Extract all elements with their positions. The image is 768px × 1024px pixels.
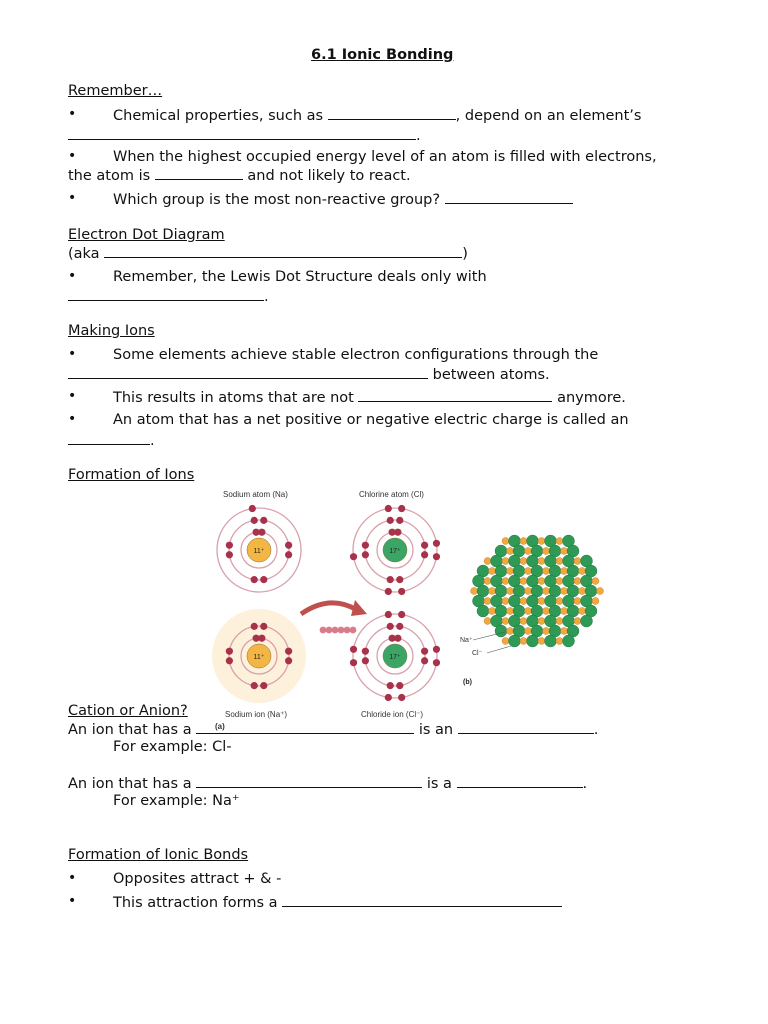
electron (433, 646, 440, 653)
caption-chlorine-atom: Chlorine atom (Cl) (359, 490, 424, 499)
text: the atom is (68, 168, 151, 184)
fill-blank[interactable] (68, 126, 416, 140)
fill-blank[interactable] (155, 166, 243, 180)
lattice-na-ion (561, 548, 568, 555)
nucleus-charge: 11⁺ (253, 548, 265, 555)
lattice-na-ion (574, 558, 581, 565)
electron (285, 551, 292, 558)
caption-chloride-ion: Chloride ion (Cl⁻) (361, 710, 424, 719)
electron (350, 553, 357, 560)
section-heading-formation-of-ions: Formation of Ions (68, 467, 195, 483)
text: between atoms. (432, 367, 550, 383)
electron (362, 551, 369, 558)
lattice-na-ion (520, 638, 527, 645)
chlorine-atom-diagram (350, 505, 440, 595)
electron (394, 529, 401, 536)
lattice-cl-ion (527, 635, 539, 647)
fill-blank[interactable] (196, 774, 422, 788)
fill-blank[interactable] (104, 244, 462, 258)
lattice-na-ion (525, 568, 532, 575)
cation-example-1: For example: Cl- (113, 739, 232, 755)
text: This attraction forms a (113, 895, 278, 911)
lattice-na-ion (484, 598, 491, 605)
lattice-na-ion (484, 558, 491, 565)
lattice-na-ion (543, 588, 550, 595)
nucleus-charge: 17⁺ (389, 654, 401, 661)
lattice-na-ion (538, 558, 545, 565)
fill-blank[interactable] (458, 720, 594, 734)
electron (260, 682, 267, 689)
lattice-na-ion (502, 578, 509, 585)
figure-label-b: (b) (463, 679, 472, 686)
section-heading-remember: Remember… (68, 83, 163, 99)
lattice-na-ion (502, 538, 509, 545)
caption-sodium-atom: Sodium atom (Na) (223, 490, 288, 499)
lattice-na-ion (520, 618, 527, 625)
electron (433, 659, 440, 666)
lattice-na-ion (489, 588, 496, 595)
bullet: • (68, 346, 77, 362)
arrow-head (351, 600, 367, 616)
bonds-bullet-1: Opposites attract + & - (113, 871, 282, 887)
electron (258, 635, 265, 642)
electron (258, 529, 265, 536)
text: An ion that has a (68, 722, 192, 738)
electron (251, 623, 258, 630)
lattice-na-ion (525, 608, 532, 615)
section-heading-dot-diagram: Electron Dot Diagram (68, 227, 225, 243)
lattice-na-ion (502, 618, 509, 625)
electron (260, 576, 267, 583)
lattice-na-ion (543, 608, 550, 615)
text: and not likely to react. (247, 168, 411, 184)
electron (398, 588, 405, 595)
lattice-na-ion (574, 578, 581, 585)
nucleus-charge: 17⁺ (389, 548, 401, 555)
lattice-na-ion (543, 628, 550, 635)
lattice-na-ion (543, 568, 550, 575)
lattice-na-ion (520, 598, 527, 605)
lattice-na-ion (484, 578, 491, 585)
electron (421, 542, 428, 549)
dot-aka (68, 244, 468, 263)
lattice-na-ion (556, 578, 563, 585)
lattice-na-ion (507, 628, 514, 635)
ions-bullet-2 (113, 388, 626, 407)
electron (285, 542, 292, 549)
text: Chemical properties, such as (113, 108, 324, 124)
dot-bullet-1-line1: Remember, the Lewis Dot Structure deals only with (113, 269, 487, 285)
nucleus-charge: 11⁺ (253, 654, 265, 661)
electron (385, 505, 392, 512)
text: This results in atoms that are not (113, 390, 354, 406)
lattice-na-ion (556, 558, 563, 565)
text: . (150, 433, 155, 449)
remember-bullet-2-line2 (68, 166, 411, 185)
electron (433, 553, 440, 560)
lattice-na-ion (574, 598, 581, 605)
leader-line (487, 646, 511, 653)
lattice-na-ion (538, 618, 545, 625)
bullet: • (68, 268, 77, 284)
fill-blank[interactable] (457, 774, 583, 788)
electron (362, 542, 369, 549)
fill-blank[interactable] (196, 720, 414, 734)
transfer-arrow (301, 603, 357, 614)
lattice-na-ion (484, 618, 491, 625)
text: , depend on an element’s (455, 108, 642, 124)
bonds-bullet-2 (113, 893, 562, 912)
electron-trail (350, 627, 357, 634)
dot-bullet-1-line2 (68, 287, 269, 306)
chloride-ion-diagram (350, 611, 440, 701)
lattice-na-ion (507, 568, 514, 575)
lattice-na-ion (579, 568, 586, 575)
lattice-na-ion (556, 618, 563, 625)
lattice-cl-ion (545, 635, 557, 647)
electron (260, 623, 267, 630)
electron (421, 551, 428, 558)
text: . (593, 722, 599, 738)
text: Which group is the most non-reactive group? (113, 192, 441, 208)
fill-blank[interactable] (282, 893, 562, 907)
lattice-na-ion (538, 598, 545, 605)
electron (385, 694, 392, 701)
remember-bullet-3 (113, 190, 573, 209)
electron (260, 517, 267, 524)
lattice-na-ion (556, 598, 563, 605)
remember-bullet-1-cont (68, 126, 421, 145)
lattice-na-ion (561, 568, 568, 575)
ions-bullet-1-line1: Some elements achieve stable electron configurations through the (113, 347, 599, 363)
text: . (582, 776, 588, 792)
remember-bullet-1 (113, 106, 641, 125)
electron (226, 657, 233, 664)
electron (396, 576, 403, 583)
bullet: • (68, 893, 77, 909)
lattice-na-ion (489, 608, 496, 615)
electron (396, 623, 403, 630)
electron (350, 646, 357, 653)
ions-bullet-3-line1: An atom that has a net positive or negative electric charge is called an (113, 412, 629, 428)
electron (387, 682, 394, 689)
lattice-na-ion (489, 568, 496, 575)
caption-sodium-ion: Sodium ion (Na⁺) (225, 710, 288, 719)
electron (387, 623, 394, 630)
section-heading-ionic-bonds: Formation of Ionic Bonds (68, 847, 249, 863)
remember-bullet-2-line1: When the highest occupied energy level of an atom is filled with electrons, (113, 149, 657, 165)
fill-blank[interactable] (68, 365, 428, 379)
electron (387, 517, 394, 524)
electron (398, 694, 405, 701)
lattice-na-ion (574, 618, 581, 625)
electron (396, 517, 403, 524)
sodium-atom-diagram (217, 505, 301, 592)
cation-example-2: For example: Na⁺ (113, 793, 240, 809)
electron (226, 551, 233, 558)
electron (421, 648, 428, 655)
lattice-na-ion (520, 558, 527, 565)
electron (385, 611, 392, 618)
bullet: • (68, 411, 77, 427)
text: An ion that has a (68, 776, 192, 792)
lattice-na-ion (597, 588, 604, 595)
lattice-na-ion (579, 608, 586, 615)
lattice-na-ion (525, 588, 532, 595)
lattice-na-ion (579, 588, 586, 595)
bullet: • (68, 870, 77, 886)
lattice-na-ion (507, 588, 514, 595)
bullet: • (68, 190, 77, 206)
lattice-na-ion (561, 608, 568, 615)
lattice-na-ion (471, 588, 478, 595)
electron-trail (338, 627, 345, 634)
electron (251, 517, 258, 524)
bullet: • (68, 106, 77, 122)
electron (251, 576, 258, 583)
lattice-na-ion (502, 638, 509, 645)
lattice-cl-ion (495, 625, 507, 637)
lattice-na-ion (592, 578, 599, 585)
lattice-na-ion (538, 538, 545, 545)
electron-trail (344, 627, 351, 634)
lattice-na-ion (538, 578, 545, 585)
electron (249, 505, 256, 512)
lattice-cl-ion (563, 635, 575, 647)
electron (251, 682, 258, 689)
lattice-na-ion (538, 638, 545, 645)
lattice-na-ion (592, 598, 599, 605)
electron (226, 648, 233, 655)
bullet: • (68, 388, 77, 404)
electron (394, 635, 401, 642)
lattice-na-ion (543, 548, 550, 555)
lattice-na-ion (507, 548, 514, 555)
electron (285, 657, 292, 664)
lattice-cl-ion (477, 605, 489, 617)
electron (387, 576, 394, 583)
text: is a (426, 776, 452, 792)
lattice-na-ion (520, 538, 527, 545)
text: ) (462, 246, 468, 262)
ions-bullet-3-line2 (68, 431, 155, 450)
text: is an (418, 722, 454, 738)
page-title: 6.1 Ionic Bonding (311, 47, 454, 63)
lattice-na-label: Na⁺ (460, 637, 473, 644)
electron-trail (332, 627, 339, 634)
electron (398, 505, 405, 512)
sodium-ion-diagram (212, 609, 306, 703)
figure-label-a-text: (a) (215, 722, 225, 731)
electron-trail (320, 627, 327, 634)
electron (433, 540, 440, 547)
fill-blank[interactable] (68, 287, 264, 301)
electron (350, 659, 357, 666)
electron (396, 682, 403, 689)
cation-line-1 (68, 720, 598, 739)
lattice-cl-ion (581, 615, 593, 627)
lattice-na-ion (507, 608, 514, 615)
lattice-na-ion (556, 538, 563, 545)
lattice-na-ion (561, 588, 568, 595)
fill-blank[interactable] (445, 190, 573, 204)
electron (362, 657, 369, 664)
electron (226, 542, 233, 549)
text: (aka (68, 246, 100, 262)
electron-trail (326, 627, 333, 634)
section-heading-cation-anion: Cation or Anion? (68, 703, 188, 719)
bullet: • (68, 148, 77, 164)
electron (285, 648, 292, 655)
electron (385, 588, 392, 595)
lattice-cl-label: Cl⁻ (472, 650, 483, 657)
fill-blank[interactable] (328, 106, 456, 120)
lattice-na-ion (525, 628, 532, 635)
section-heading-making-ions: Making Ions (68, 323, 155, 339)
fill-blank[interactable] (68, 431, 150, 445)
lattice-na-ion (520, 578, 527, 585)
text: . (416, 128, 421, 144)
ion-diagram-svg (205, 486, 625, 722)
lattice-na-ion (502, 598, 509, 605)
electron (362, 648, 369, 655)
lattice-na-ion (556, 638, 563, 645)
text: anymore. (557, 390, 626, 406)
electron (421, 657, 428, 664)
lattice-na-ion (525, 548, 532, 555)
lattice-cl-ion (509, 635, 521, 647)
cation-line-2 (68, 774, 587, 793)
electron (398, 611, 405, 618)
ions-bullet-1-line2 (68, 365, 550, 384)
text: . (264, 289, 269, 305)
lattice-na-ion (502, 558, 509, 565)
lattice-na-ion (561, 628, 568, 635)
fill-blank[interactable] (358, 388, 552, 402)
